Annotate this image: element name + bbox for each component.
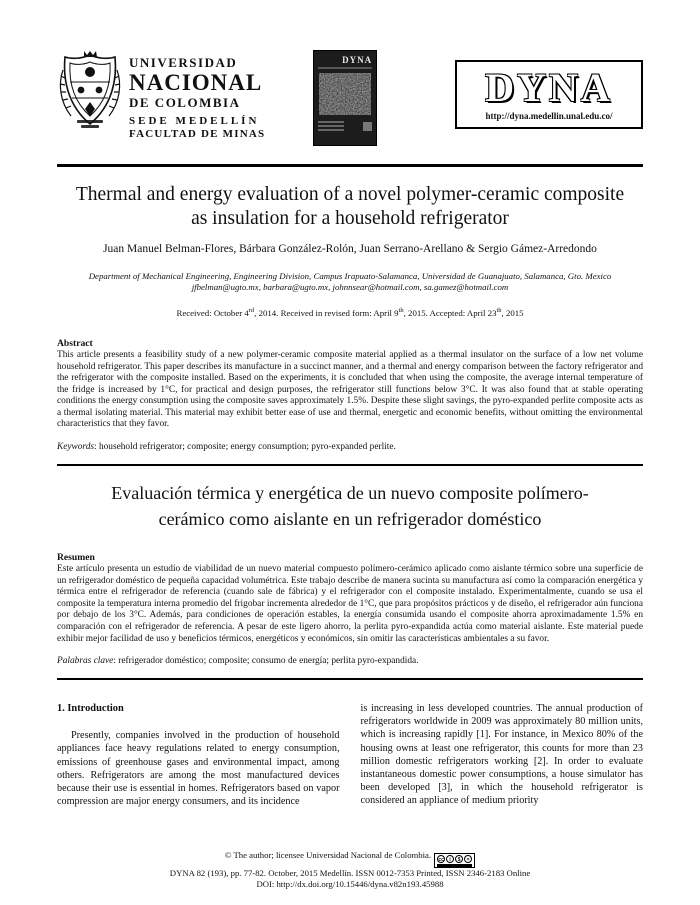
article-title-en: Thermal and energy evaluation of a novel polymer-ceramic composite as insulation for a household refrigerator: [75, 184, 625, 229]
article-authors: Juan Manuel Belman-Flores, Bárbara González-Rolón, Juan Serrano-Arellano & Sergio Gámez-Arredondo: [103, 243, 597, 255]
journal-cover-footer-text: [318, 119, 344, 131]
received-part: , 2014. Received in revised form: April 9: [254, 307, 399, 318]
author-emails-link[interactable]: jfbelman@ugto.mx, barbara@ugto.mx, johnnsear@hotmail.com, sa.gamez@hotmail.com: [191, 282, 509, 292]
journal-cover-title: DYNA: [342, 55, 373, 65]
university-wordmark: [129, 50, 265, 140]
body-columns: [57, 702, 643, 808]
university-faculty: FACULTAD DE MINAS: [129, 128, 266, 140]
introduction-paragraph-right: is increasing in less developed countries. The annual production of refrigerators worldwide in 2009 was approximately 80 million units, which is increasing rapidly [1]. For instance, in Mexico 80% of the housing owns at least one refrigerator, this counts for more than 23 million domestic refrigerators working [2]. In order to evaluate instantaneous domestic power consumptions, a house simulator has been developed [3], in which the household refrigerator is considered an appliance of medium priority: [360, 703, 643, 806]
received-ordinal: th: [398, 307, 404, 314]
cc-license-badge-icon[interactable]: cc i $ =: [434, 853, 475, 868]
header-divider-rule: [57, 164, 643, 167]
university-name-sub: DE COLOMBIA: [129, 95, 241, 110]
section-heading-introduction: 1. Introduction: [57, 703, 124, 715]
keywords-text: : household refrigerator; composite; energy consumption; pyro-expanded perlite.: [94, 442, 396, 453]
journal-cover-thumbnail: [313, 50, 377, 146]
copyright-line: © The author; licensee Universidad Nacional de Colombia.: [224, 849, 432, 860]
university-campus: SEDE MEDELLÍN: [129, 115, 260, 127]
keywords-line: [57, 442, 643, 452]
journal-cover-texture-image: [319, 73, 371, 115]
received-ordinal: rd: [248, 307, 255, 314]
university-name-main: NACIONAL: [129, 70, 263, 95]
journal-citation-line: DYNA 82 (193), pp. 77-82. October, 2015 Medellín. ISSN 0012-7353 Printed, ISSN 2346-2183 Online: [169, 867, 531, 878]
received-dates: [57, 307, 643, 318]
received-part: , 2015. Accepted: April 23: [403, 307, 497, 318]
article-affiliation: [57, 271, 643, 293]
university-logo: [57, 50, 265, 140]
abstract-text: This article presents a feasibility study of a new polymer-ceramic composite material applied as a thermal insulator on the surface of a low net volume household refrigerator. This paper describes its manufacture in a succinct manner, and a thermal and energy comparison between the factory refrigerator and the refrigerator with the composite installed. Based on the experiments, it is concluded that when using the composite, the average internal temperature of the fridge is increased by 1°C, for practical and design purposes, the refrigerator still functions below 3°C. It was also found that at stable operating conditions the energy consumption using the composite saves approximately 1.5%. Despite these slight savings, the pyro-expanded perlite composite acts as a thermal isolating material. This material may exhibit better ease of use and thermal, energetic and economic benefits, without omitting the environmental characteristics that they favor.: [57, 349, 643, 430]
palabras-clave-text: : refrigerador doméstico; composite; consumo de energía; perlita pyro-expandida.: [113, 656, 419, 667]
dyna-journal-url-link[interactable]: http://dyna.medellin.unal.edu.co/: [485, 111, 613, 121]
palabras-clave-label: Palabras clave: [57, 656, 114, 667]
article-title-es: Evaluación térmica y energética de un nuevo composite polímero-cerámico como aislante en un refrigerador doméstico: [111, 483, 589, 530]
received-part: , 2015: [501, 307, 524, 318]
journal-cover-footer-logo: [363, 122, 372, 131]
introduction-paragraph-left: Presently, companies involved in the production of household appliances face heavy regulations related to energy consumption, emissions of greenhouse gases and environmental impact, among others. Refrigerators are among the most manufactured devices because their use is essential in homes. Refrigerators based on vapor compression are major energy consumers, and its incidence: [57, 730, 340, 807]
affiliation-text: Department of Mechanical Engineering, Engineering Division, Campus Irapuato-Salamanca, Universidad de Guanajuato, Salamanca, Gto. Mexico: [88, 271, 612, 281]
keywords-label: Keywords: [57, 442, 95, 453]
palabras-clave-line: [57, 656, 643, 666]
abstract-heading: Abstract: [57, 337, 93, 349]
section-divider-rule: [57, 464, 643, 466]
doi-link[interactable]: DOI: http://dx.doi.org/10.15446/dyna.v82n193.45988: [256, 879, 444, 890]
right-column: [361, 702, 644, 808]
dyna-logo: DYNA: [485, 65, 613, 110]
resumen-heading: Resumen: [57, 552, 95, 564]
page-header: [57, 50, 643, 152]
unal-crest-icon: [57, 50, 123, 132]
dyna-logo-box: [455, 60, 643, 129]
university-name-top: UNIVERSIDAD: [129, 55, 238, 70]
journal-cover-subtitle-line: [318, 67, 372, 69]
received-ordinal: th: [496, 307, 502, 314]
journal-cover-footer: [318, 119, 372, 131]
left-column: [57, 702, 340, 808]
section-divider-rule-2: [57, 678, 643, 680]
received-part: Received: October 4: [176, 307, 249, 318]
resumen-text: Este artículo presenta un estudio de viabilidad de un nuevo material compuesto polímero-cerámico aplicado como aislante térmico sobre una superficie de un refrigerador doméstico de pequeña capacidad volumétrica. Este trabajo describe de manera sucinta su manufactura así como la comparación energética y térmica entre el refrigerador de referencia (cuando sale de fábrica) y el refrigerador con el composite instalado. Experimentalmente, cuando se usa el composite la temperatura interna promedio del frigobar incrementa alrededor de 1°C, que para propósitos prácticos y de diseño, el refrigerador aún funciona por debajo de los 3°C. Además, para condiciones de operación estables, la energía consumida usando el composite ahorra aproximadamente 1.5% en comparación con el refrigerador de referencia. A pesar de este ligero ahorro, la perlita pyro-expandida actúa como material aislante. Este material puede exhibir mejor facilidad de uso y beneficios térmicos, energéticos y económicos, sin omitir las características ambientales a su favor.: [57, 564, 643, 644]
page-footer: [57, 850, 643, 891]
